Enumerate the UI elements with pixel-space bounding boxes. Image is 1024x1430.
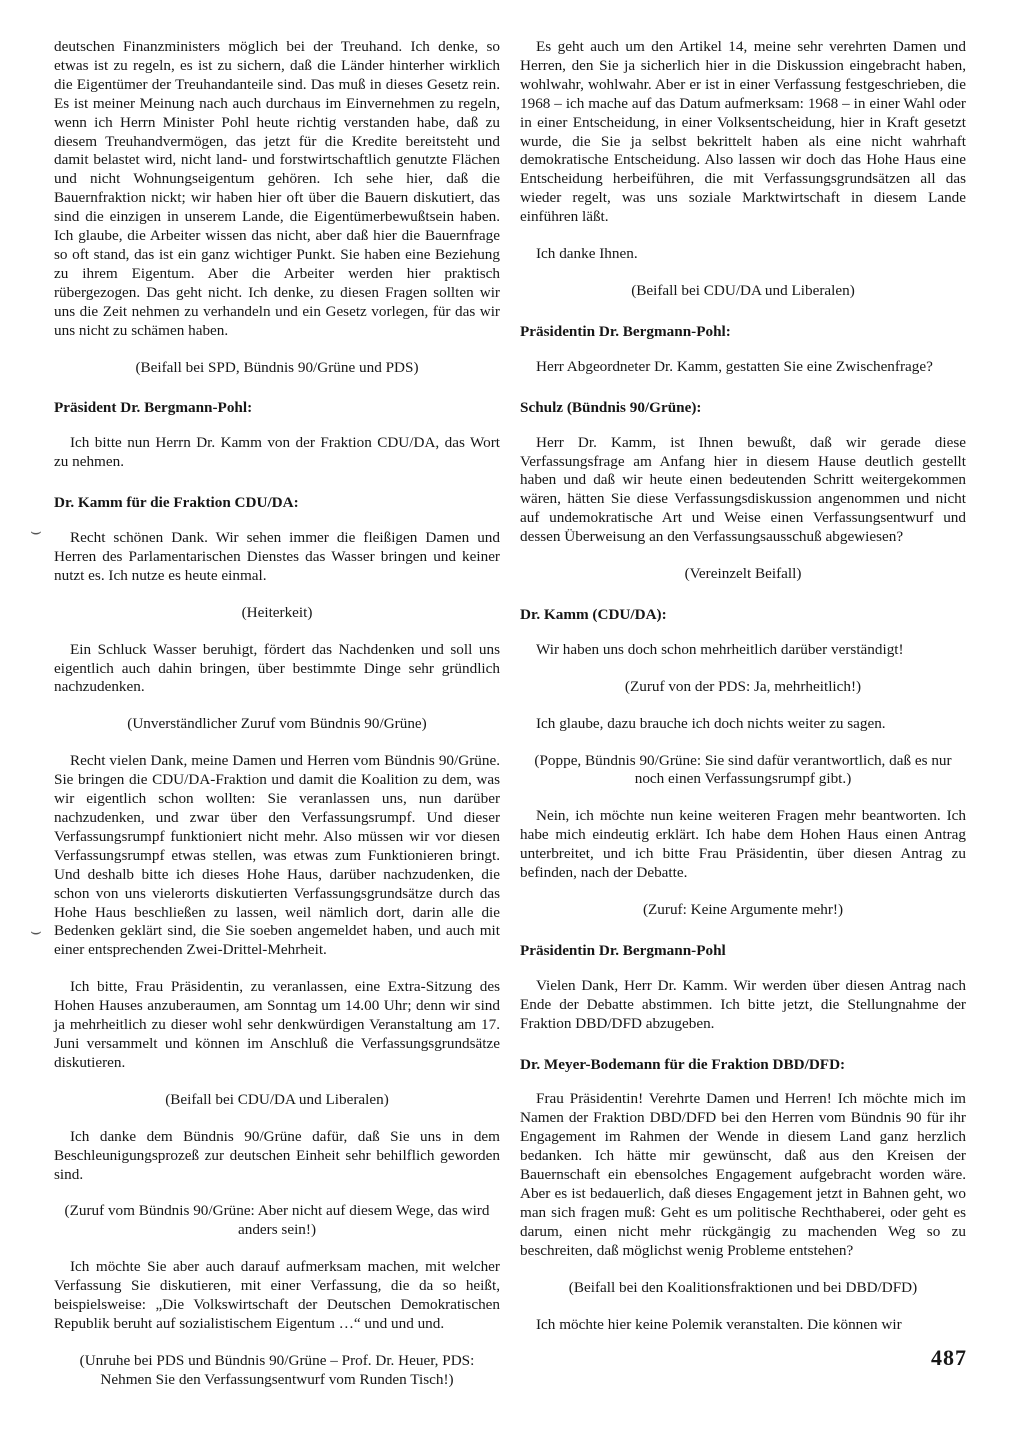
speech-paragraph: Frau Präsidentin! Verehrte Damen und Herren! Ich möchte mich im Namen der Fraktion DBD/DFD bei den Herren vom Bündnis 90 für ihr Engagement im Rahmen der Wende in diesem Land ganz herzlich bedanken. Ich hätte mir gewünscht, daß aus den Kreisen der Bauernschaft ein ebensolches Engagement aufgebracht worden wäre. Aber es ist bedauerlich, daß dieses Engagement jetzt in Bahnen geht, wo man sich fragen muß: Geht es um politische Rechthaberei, oder geht es darum, einen nicht mehr rückgängig zu machenden Weg so zu beschreiten, daß möglichst wenig Probleme entstehen? — [520, 1090, 966, 1259]
speech-paragraph: Nein, ich möchte nun keine weiteren Fragen mehr beantworten. Ich habe mich eindeutig erklärt. Ich habe dem Hohen Haus einen Antrag unterbreitet, und ich bitte Frau Präsidentin, über diesen Antrag zu befinden, nach der Debatte. — [520, 807, 966, 882]
audience-reaction: (Unruhe bei PDS und Bündnis 90/Grüne – Prof. Dr. Heuer, PDS: Nehmen Sie den Verfassungsentwurf vom Runden Tisch!) — [79, 1351, 475, 1388]
margin-mark: ⌣ — [30, 521, 42, 541]
audience-reaction: (Unverständlicher Zuruf vom Bündnis 90/Grüne) — [127, 715, 427, 733]
audience-reaction: (Beifall bei CDU/DA und Liberalen) — [165, 1090, 389, 1108]
speech-paragraph: Ein Schluck Wasser beruhigt, fördert das Nachdenken und soll uns eigentlich auch dahin bringen, über bestimmte Dinge sehr gründlich nachzudenken. — [54, 640, 500, 696]
speech-paragraph: Recht vielen Dank, meine Damen und Herren vom Bündnis 90/Grüne. Sie bringen die CDU/DA-Fraktion und damit die Koalition zu dem, was wir eigentlich schon wollten: Sie veranlassen uns, nun darüber nachzudenken, und zwar über den Verfassungsrumpf. Und dieser Verfassungsrumpf funktioniert nicht mehr. Also müssen wir vor diesen Verfassungsrumpf etwas stellen, was etwas zum Funktionieren bringt. Und deshalb bitte ich dieses Hohe Haus, darüber nachzudenken, die schon von uns vielerorts diskutierten Verfassungsgrundsätze durch das Hohe Haus beschließen zu lassen, weil nämlich dort, darin alle die Bedenken geklärt sind, die Sie soeben angemeldet haben, und auch mit einer entsprechenden Zwei-Drittel-Mehrheit. — [54, 752, 500, 959]
speech-paragraph: Recht schönen Dank. Wir sehen immer die fleißigen Damen und Herren des Parlamentarischen Dienstes das Wasser bringen und keiner nutzt es. Ich nutze es heute einmal. — [54, 529, 500, 584]
speech-paragraph: Ich glaube, dazu brauche ich doch nichts weiter zu sagen. — [536, 714, 886, 732]
speech-paragraph: Ich bitte, Frau Präsidentin, zu veranlassen, eine Extra-Sitzung des Hohen Hauses anzuberaumen, am Sonntag um 14.00 Uhr; denn wir sind ja mehrheitlich zu dieser wohl sehr denkwürdigen Veranstaltung am 17. Juni versammelt und können im Anschluß die Verfassungsgrundsätze diskutieren. — [54, 978, 500, 1071]
audience-reaction: (Poppe, Bündnis 90/Grüne: Sie sind dafür verantwortlich, daß es nur noch einen Verfassungsrumpf gibt.) — [534, 751, 952, 788]
speech-paragraph: Ich danke Ihnen. — [536, 245, 638, 263]
speech-paragraph: Ich möchte Sie aber auch darauf aufmerksam machen, mit welcher Verfassung Sie diskutieren, mit einer Verfassung, die da so heißt, beispielsweise: „Die Volkswirtschaft der Deutschen Demokratischen Republik beruht auf sozialistischem Eigentum …“ und und und. — [54, 1258, 500, 1332]
audience-reaction: (Beifall bei SPD, Bündnis 90/Grüne und PDS) — [135, 358, 419, 376]
speaker-heading: Präsidentin Dr. Bergmann-Pohl — [520, 941, 726, 959]
right-column — [520, 38, 966, 1352]
margin-mark: ⌣ — [30, 921, 42, 941]
speaker-heading: Schulz (Bündnis 90/Grüne): — [520, 398, 702, 416]
speech-paragraph: Herr Abgeordneter Dr. Kamm, gestatten Sie eine Zwischenfrage? — [536, 357, 933, 375]
speaker-heading: Präsident Dr. Bergmann-Pohl: — [54, 399, 253, 417]
speech-paragraph: Ich möchte hier keine Polemik veranstalten. Die können wir — [536, 1315, 902, 1333]
speech-paragraph: deutschen Finanzministers möglich bei der Treuhand. Ich denke, so etwas ist zu regeln, es ist zu sichern, daß die Länder hinterher wirklich die Eigentümer der Treuhandanteile sind. Das muß in dieses Gesetz rein. Es ist meiner Meinung nach auch durchaus im Einvernehmen zu regeln, wenn ich Herrn Minister Pohl heute richtig verstanden habe, daß zu diesem Treuhandvermögen, das jetzt für die Kredite bereitsteht und damit belastet wird, nicht land- und forstwirtschaftlich genutzte Flächen und nicht Wohnungseigentum gehören. Ich sehe hier, daß die Bauernfraktion nickt; wir haben hier oft über die Bauern diskutiert, das sind die einzigen in unserem Lande, die Eigentümerbewußtsein haben. Ich glaube, die Arbeiter wissen das nicht, aber daß hier die Bauernfrage so oft stand, das ist ein ganz wichtiger Punkt. Sie haben eine Beziehung zu ihrem Eigentum. Aber die Arbeiter werden hier praktisch rübergezogen. Das geht nicht. Ich denke, zu diesen Fragen sollten wir uns die Zeit nehmen zu verhandeln und ein Gesetz vorlegen, für das wir uns nicht zu schämen haben. — [54, 38, 500, 339]
speech-paragraph: Herr Dr. Kamm, ist Ihnen bewußt, daß wir gerade diese Verfassungsfrage am Anfang hier in diesem Hause deutlich gestellt haben und daß wir heute einen bedeutenden Schritt weitergekommen wären, hätten Sie diese Verfassungsdiskussion angenommen und nicht auf undemokratische Art und Weise einen Verfassungsentwurf und dessen Überweisung an den Verfassungsausschuß abgewiesen? — [520, 433, 966, 546]
speaker-heading: Präsidentin Dr. Bergmann-Pohl: — [520, 322, 731, 340]
left-column — [54, 38, 500, 1408]
speech-paragraph: Wir haben uns doch schon mehrheitlich darüber verständigt! — [536, 640, 904, 658]
speech-paragraph: Ich danke dem Bündnis 90/Grüne dafür, daß Sie uns in dem Beschleunigungsprozeß zur deutschen Einheit sehr behilflich geworden sind. — [54, 1127, 500, 1183]
audience-reaction: (Beifall bei den Koalitionsfraktionen und bei DBD/DFD) — [568, 1278, 918, 1296]
page-number: 487 — [931, 1345, 967, 1370]
audience-reaction: (Beifall bei CDU/DA und Liberalen) — [631, 281, 855, 299]
speaker-heading: Dr. Kamm (CDU/DA): — [520, 605, 667, 623]
speaker-heading: Dr. Meyer-Bodemann für die Fraktion DBD/DFD: — [520, 1055, 846, 1073]
audience-reaction: (Vereinzelt Beifall) — [684, 565, 802, 583]
audience-reaction: (Heiterkeit) — [241, 603, 313, 621]
speech-paragraph: Vielen Dank, Herr Dr. Kamm. Wir werden über diesen Antrag nach Ende der Debatte abstimmen. Ich bitte jetzt, die Stellungnahme der Fraktion DBD/DFD abzugeben. — [520, 976, 966, 1032]
speech-paragraph: Es geht auch um den Artikel 14, meine sehr verehrten Damen und Herren, den Sie ja sicherlich hier in die Diskussion eingebracht haben, wohlwahr, wohlwahr. Aber er ist in einer Verfassung festgeschrieben, die 1968 – ich mache auf das Datum aufmerksam: 1968 – in einer Wahl oder in einer Entscheidung, in einer Volksentscheidung, hier in Kraft gesetzt wurde, die Sie ja selbst bekrittelt haben als eine nicht wahrhaft demokratische Entscheidung. Also lassen wir doch das Hohe Haus eine Entscheidung herbeiführen, die mit Verfassungsgrundsätzen all das wieder regelt, was uns soziale Marktwirtschaft in diesem Lande einführen läßt. — [520, 38, 966, 226]
audience-reaction: (Zuruf vom Bündnis 90/Grüne: Aber nicht auf diesem Wege, das wird anders sein!) — [64, 1202, 490, 1239]
speech-paragraph: Ich bitte nun Herrn Dr. Kamm von der Fraktion CDU/DA, das Wort zu nehmen. — [54, 434, 500, 471]
audience-reaction: (Zuruf von der PDS: Ja, mehrheitlich!) — [624, 677, 862, 695]
audience-reaction: (Zuruf: Keine Argumente mehr!) — [642, 901, 844, 918]
speaker-heading: Dr. Kamm für die Fraktion CDU/DA: — [54, 494, 299, 512]
